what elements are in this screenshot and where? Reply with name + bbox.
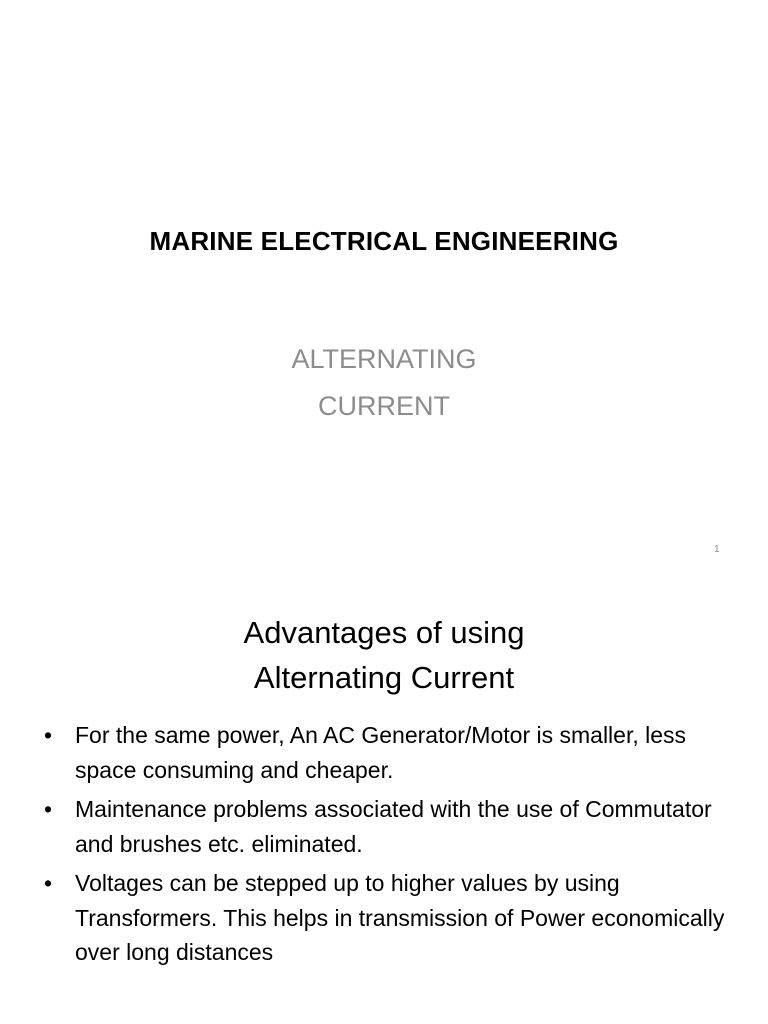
bullet-icon: • — [44, 796, 53, 822]
slide-heading — [0, 610, 768, 700]
subtitle-line: CURRENT — [318, 391, 450, 421]
bullet-item — [40, 866, 730, 970]
bullet-icon: • — [44, 722, 53, 748]
page-number: 1 — [714, 544, 720, 555]
bullet-item — [40, 792, 730, 861]
bullet-text: Maintenance problems associated with the use of Commutator and brushes etc. eliminated. — [75, 796, 712, 857]
slide-title: MARINE ELECTRICAL ENGINEERING — [149, 226, 619, 256]
bullet-text: Voltages can be stepped up to higher values by using Transformers. This helps in transmission of Power economically over long distances — [75, 870, 725, 965]
bullet-item — [40, 718, 730, 787]
slide-subtitle — [0, 336, 768, 430]
subtitle-line: ALTERNATING — [291, 344, 477, 374]
bullet-text: For the same power, An AC Generator/Motor is smaller, less space consuming and cheaper. — [75, 722, 687, 783]
heading-line: Advantages of using — [243, 615, 525, 650]
bullet-list — [40, 718, 730, 975]
heading-line: Alternating Current — [253, 660, 515, 695]
slide-2 — [0, 576, 768, 1024]
bullet-icon: • — [44, 870, 53, 896]
